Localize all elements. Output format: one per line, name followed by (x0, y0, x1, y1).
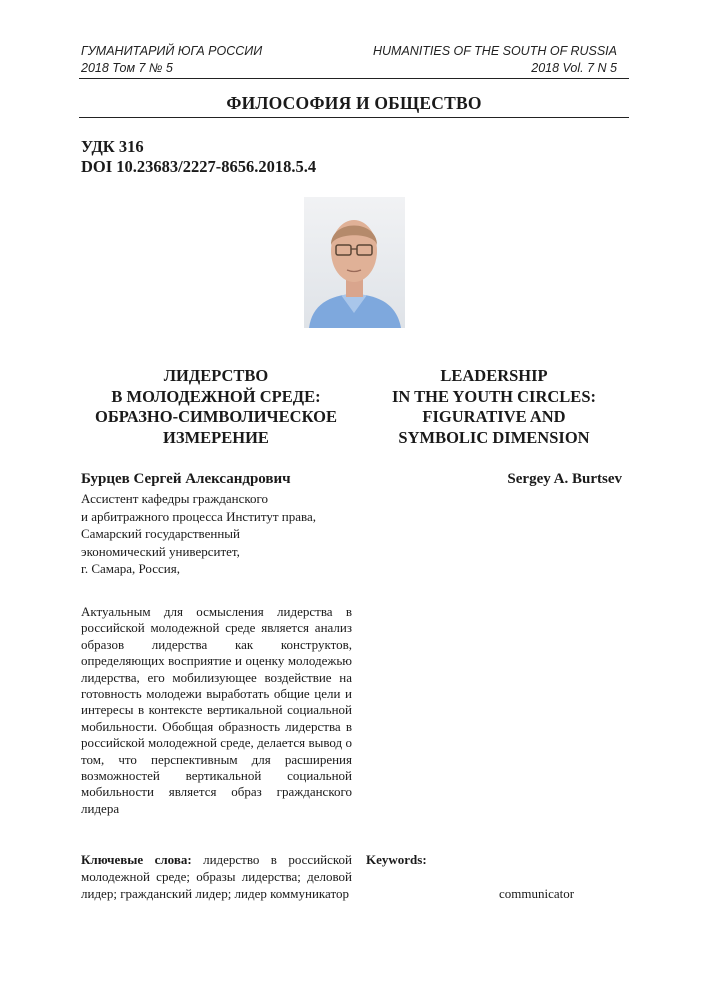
affiliation-line: экономический университет, (81, 543, 240, 559)
affiliation-line: Ассистент кафедры гражданского (81, 491, 269, 506)
title-en-line: SYMBOLIC DIMENSION (398, 427, 590, 447)
author-name-ru: Бурцев Сергей Александрович (81, 471, 291, 487)
title-ru-line: ОБРАЗНО-СИМВОЛИЧЕСКОЕ (95, 407, 337, 426)
section-title: ФИЛОСОФИЯ И ОБЩЕСТВО (226, 93, 482, 113)
header-divider (79, 78, 629, 79)
title-ru-line: ЛИДЕРСТВО (163, 366, 269, 385)
affiliation-line: и арбитражного процесса Институт права, (81, 508, 316, 524)
udk-code: УДК 316 (81, 137, 144, 156)
affiliation-line: г. Самара, Россия, (81, 561, 180, 576)
title-ru-line: ИЗМЕРЕНИЕ (163, 427, 269, 447)
section-divider (79, 117, 629, 118)
journal-name-ru: ГУМАНИТАРИЙ ЮГА РОССИИ (81, 44, 263, 58)
abstract-ru: Актуальным для осмысления лидерства в российской молодежной среде является анализ образов лидерства как конструктов, определяющих восприятие и оценку молодежью лидерства, его мобилизующее воздействие на готовность молодежи выработать общие цели и интересы в контексте вертикальной социальной мобильности. Обобщая образность лидерства в российской молодежной среде, делается вывод о том, что перспективным для расширения возможностей вертикальной социальной мобильности является образ гражданского лидера (81, 604, 352, 816)
article-title-en (358, 366, 630, 448)
journal-issue-en: 2018 Vol. 7 N 5 (531, 61, 617, 75)
title-ru-line: В МОЛОДЕЖНОЙ СРЕДЕ: (111, 386, 321, 406)
journal-issue-ru: 2018 Том 7 № 5 (81, 61, 173, 75)
doi-code: DOI 10.23683/2227-8656.2018.5.4 (81, 157, 317, 176)
keywords-en-label: Keywords: (366, 852, 427, 867)
author-affiliation-ru (81, 490, 316, 578)
keywords-ru-text: лидерство в российской молодежной среде; образы лидерства; деловой лидер; гражданский лидер; лидер коммуникатор (81, 852, 352, 901)
title-en-line: LEADERSHIP (440, 366, 548, 385)
author-name-en: Sergey A. Burtsev (507, 471, 622, 487)
author-photo (304, 197, 405, 328)
author-portrait-image (304, 197, 405, 328)
journal-name-en: HUMANITIES OF THE SOUTH OF RUSSIA (372, 44, 617, 58)
keywords-en-text: communicator (499, 886, 575, 901)
affiliation-line: Самарский государственный (81, 526, 240, 541)
article-title-ru (80, 366, 352, 448)
title-en-line: IN THE YOUTH CIRCLES: (391, 386, 596, 406)
keywords-ru (81, 852, 352, 902)
keywords-ru-label: Ключевые слова: (81, 852, 192, 867)
title-en-line: FIGURATIVE AND (422, 407, 566, 426)
article-identifiers (81, 137, 316, 177)
